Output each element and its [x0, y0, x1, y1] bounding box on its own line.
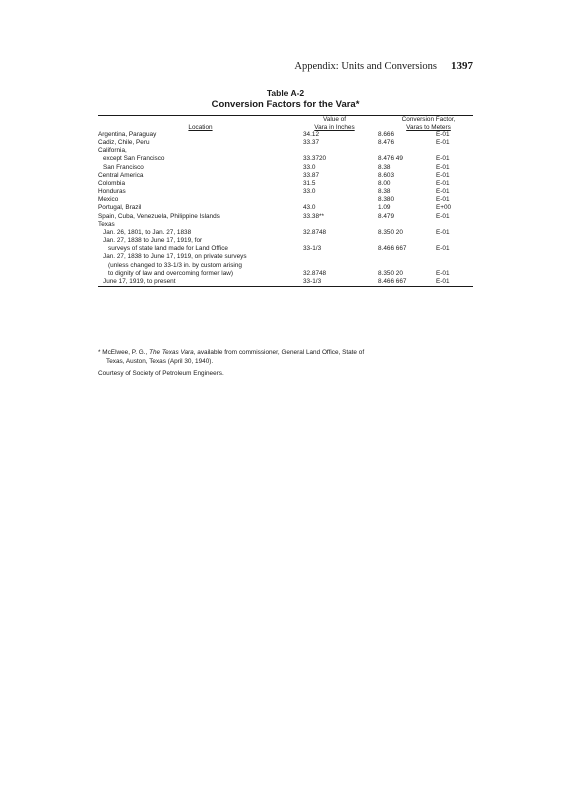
- table-row: [98, 164, 473, 172]
- conversion-mantissa: 8.479: [378, 212, 394, 220]
- conversion-exponent: E-01: [436, 188, 450, 196]
- page-number: 1397: [451, 60, 473, 72]
- conversion-exponent: E-01: [436, 228, 450, 236]
- table-footnote: [98, 349, 478, 366]
- cell-conversion-factor: [378, 270, 473, 278]
- column-header-conversion-line2: Varas to Meters: [406, 123, 451, 131]
- cell-location: to dignity of law and overcoming former law): [108, 269, 234, 277]
- cell-location: surveys of state land made for Land Office: [108, 245, 228, 253]
- column-header-conversion: [378, 116, 473, 131]
- table-row: [98, 278, 473, 286]
- table-row: [98, 180, 473, 188]
- cell-location: Portugal, Brazil: [98, 204, 142, 212]
- column-header-value-line1: Value of: [323, 116, 346, 123]
- column-header-location: Location: [188, 123, 213, 131]
- conversion-mantissa: 8.38: [378, 163, 391, 171]
- cell-vara-inches: 32.8748: [303, 269, 327, 277]
- cell-vara-inches: [303, 253, 378, 261]
- conversion-exponent: [436, 221, 473, 229]
- cell-vara-inches: 33.0: [303, 163, 316, 171]
- cell-conversion-factor: [378, 253, 473, 261]
- cell-conversion-factor: [378, 278, 473, 286]
- cell-conversion-factor: [378, 204, 473, 212]
- conversion-mantissa: 8.350 20: [378, 228, 403, 236]
- cell-location: Central America: [98, 171, 144, 179]
- conversion-mantissa: [378, 147, 436, 155]
- cell-location: Colombia: [98, 179, 125, 187]
- cell-vara-inches: 43.0: [303, 204, 316, 212]
- table-body: [98, 131, 473, 286]
- cell-vara-inches: [303, 147, 378, 155]
- footnote-text-2: Texas, Auston, Texas (April 30, 1940).: [106, 357, 214, 365]
- table-row: [98, 221, 473, 229]
- table-bottom-rule: [98, 286, 473, 287]
- cell-conversion-factor: [378, 196, 473, 204]
- cell-conversion-factor: [378, 229, 473, 237]
- cell-vara-inches: 33.3720: [303, 155, 327, 163]
- footnote-marker: *: [98, 349, 101, 356]
- table-row: [98, 237, 473, 245]
- courtesy-note: Courtesy of Society of Petroleum Engineers.: [98, 370, 224, 377]
- cell-location: Texas: [98, 220, 115, 228]
- cell-conversion-factor: [378, 237, 473, 245]
- conversion-exponent: [436, 253, 473, 261]
- table-row: [98, 213, 473, 221]
- conversion-mantissa: 8.00: [378, 179, 391, 187]
- cell-conversion-factor: [378, 155, 473, 163]
- table-row: [98, 139, 473, 147]
- conversion-exponent: [436, 262, 473, 270]
- conversion-mantissa: 8.380: [378, 196, 394, 204]
- conversion-mantissa: [378, 221, 436, 229]
- table-row: [98, 131, 473, 139]
- table-row: [98, 172, 473, 180]
- cell-conversion-factor: [378, 262, 473, 270]
- footnote-work-title: The Texas Vara,: [149, 349, 196, 356]
- cell-vara-inches: 33.37: [303, 139, 319, 147]
- cell-location: Spain, Cuba, Venezuela, Philippine Islands: [98, 212, 220, 220]
- conversion-mantissa: 8.603: [378, 171, 394, 179]
- table-row: [98, 229, 473, 237]
- cell-location: June 17, 1919, to present: [103, 277, 176, 285]
- cell-location: Honduras: [98, 188, 126, 196]
- conversion-exponent: [436, 147, 473, 155]
- cell-conversion-factor: [378, 180, 473, 188]
- cell-conversion-factor: [378, 245, 473, 253]
- table-row: [98, 196, 473, 204]
- cell-location: except San Francisco: [103, 155, 165, 163]
- conversion-exponent: E-01: [436, 171, 450, 179]
- table-row: [98, 155, 473, 163]
- table-row: [98, 262, 473, 270]
- conversion-exponent: E-01: [436, 245, 450, 253]
- cell-location: Jan. 27, 1838 to June 17, 1919, for: [103, 237, 203, 245]
- conversion-mantissa: 8.476 49: [378, 155, 403, 163]
- cell-vara-inches: 34.12: [303, 131, 319, 138]
- conversion-mantissa: 8.38: [378, 188, 391, 196]
- cell-location: Argentina, Paraguay: [98, 131, 157, 138]
- conversion-exponent: E-01: [436, 131, 450, 138]
- conversion-exponent: [436, 237, 473, 245]
- cell-conversion-factor: [378, 213, 473, 221]
- cell-vara-inches: 33.87: [303, 171, 319, 179]
- column-header-conversion-line1: Conversion Factor,: [401, 116, 456, 123]
- conversion-mantissa: [378, 237, 436, 245]
- table-header: [98, 116, 473, 131]
- table-row: [98, 245, 473, 253]
- table-row: [98, 147, 473, 155]
- running-header: [98, 60, 473, 72]
- cell-location: Jan. 27, 1838 to June 17, 1919, on private surveys: [103, 253, 247, 261]
- conversion-mantissa: 8.476: [378, 139, 394, 147]
- cell-location: Mexico: [98, 196, 119, 204]
- cell-vara-inches: 33-1/3: [303, 245, 322, 253]
- conversion-mantissa: [378, 262, 436, 270]
- cell-vara-inches: 33.0: [303, 188, 316, 196]
- footnote-text-1: available from commissioner, General Land Office, State of: [197, 349, 365, 356]
- cell-vara-inches: 33.38**: [303, 212, 324, 220]
- conversion-exponent: E-01: [436, 196, 450, 204]
- cell-vara-inches: 32.8748: [303, 228, 327, 236]
- table-number: Table A-2: [266, 88, 305, 98]
- column-header-value-line2: Vara in Inches: [314, 123, 355, 131]
- table-row: [98, 270, 473, 278]
- conversion-table: [98, 115, 473, 287]
- table-title: Conversion Factors for the Vara*: [211, 99, 360, 110]
- cell-vara-inches: [303, 237, 378, 245]
- cell-location: San Francisco: [103, 163, 144, 171]
- table-row: [98, 188, 473, 196]
- conversion-mantissa: [378, 253, 436, 261]
- cell-vara-inches: [303, 221, 378, 229]
- conversion-mantissa: 8.666: [378, 131, 394, 138]
- cell-location: Jan. 26, 1801, to Jan. 27, 1838: [103, 228, 192, 236]
- table-row: [98, 204, 473, 212]
- cell-conversion-factor: [378, 147, 473, 155]
- conversion-exponent: E-01: [436, 155, 450, 163]
- conversion-mantissa: 8.466 667: [378, 277, 407, 285]
- cell-location: California,: [98, 147, 127, 155]
- cell-conversion-factor: [378, 131, 473, 139]
- cell-vara-inches: 33-1/3: [303, 277, 322, 285]
- cell-conversion-factor: [378, 188, 473, 196]
- conversion-exponent: E+00: [436, 204, 452, 212]
- footnote-author: McElwee, P. G.,: [102, 349, 148, 356]
- cell-conversion-factor: [378, 172, 473, 180]
- cell-vara-inches: 31.5: [303, 179, 316, 187]
- cell-conversion-factor: [378, 164, 473, 172]
- cell-location: Cadiz, Chile, Peru: [98, 139, 150, 147]
- conversion-exponent: E-01: [436, 179, 450, 187]
- table-row: [98, 253, 473, 261]
- conversion-exponent: E-01: [436, 212, 450, 220]
- conversion-mantissa: 8.466 667: [378, 245, 407, 253]
- conversion-mantissa: 8.350 20: [378, 269, 403, 277]
- column-header-value: [303, 116, 378, 131]
- conversion-exponent: E-01: [436, 277, 450, 285]
- cell-vara-inches: [303, 262, 378, 270]
- cell-conversion-factor: [378, 221, 473, 229]
- conversion-exponent: E-01: [436, 163, 450, 171]
- cell-vara-inches: [303, 196, 378, 204]
- cell-location: (unless changed to 33-1/3 in. by custom arising: [108, 261, 242, 269]
- conversion-mantissa: 1.09: [378, 204, 391, 212]
- conversion-exponent: E-01: [436, 139, 450, 147]
- running-header-title: Appendix: Units and Conversions: [294, 61, 437, 72]
- cell-conversion-factor: [378, 139, 473, 147]
- conversion-exponent: E-01: [436, 269, 450, 277]
